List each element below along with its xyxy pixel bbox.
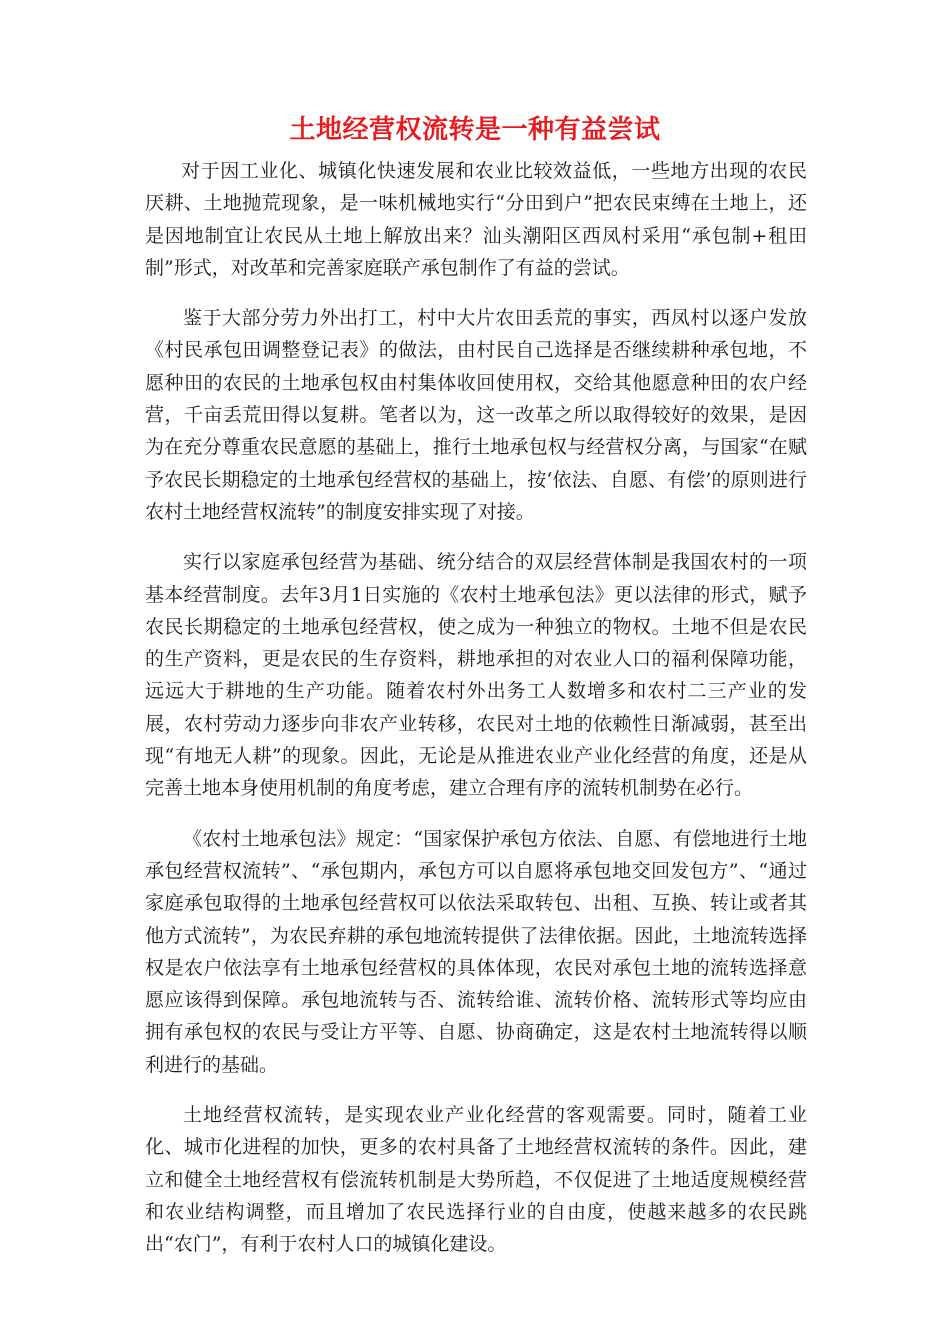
document-title: 土地经营权流转是一种有益尝试 <box>289 115 661 145</box>
paragraph-2: 鉴于大部分劳力外出打工，村中大片农田丢荒的事实，西凤村以逐户发放《村民承包田调整登记表》的做法，由村民自己选择是否继续耕种承包地，不愿种田的农民的土地承包权由村集体收回使用权，交给其他愿意种田的农户经营，千亩丢荒田得以复耕。笔者以为，这一改革之所以取得较好的效果，是因为在充分尊重农民意愿的基础上，推行土地承包权与经营权分离，与国家“在赋予农民长期稳定的土地承包经营权的基础上，按‘依法、自愿、有偿’的原则进行农村土地经营权流转”的制度安排实现了对接。 <box>145 307 807 523</box>
paragraph-5: 土地经营权流转，是实现农业产业化经营的客观需要。同时，随着工业化、城市化进程的加快，更多的农村具备了土地经营权流转的条件。因此，建立和健全土地经营权有偿流转机制是大势所趋，不仅促进了土地适度规模经营和农业结构调整，而且增加了农民选择行业的自由度，使越来越多的农民跳出“农门”，有利于农村人口的城镇化建设。 <box>145 1104 807 1256</box>
document-body <box>145 155 807 1261</box>
paragraph-4: 《农村土地承包法》规定：“国家保护承包方依法、自愿、有偿地进行土地承包经营权流转”、“承包期内，承包方可以自愿将承包地交回发包方”、“通过家庭承包取得的土地承包经营权可以依法采取转包、出租、互换、转让或者其他方式流转”，为农民弃耕的承包地流转提供了法律依据。因此，土地流转选择权是农户依法享有土地承包经营权的具体体现，农民对承包土地的流转选择意愿应该得到保障。承包地流转与否、流转给谁、流转价格、流转形式等均应由拥有承包权的农民与受让方平等、自愿、协商确定，这是农村土地流转得以顺利进行的基础。 <box>145 827 807 1076</box>
paragraph-3: 实行以家庭承包经营为基础、统分结合的双层经营体制是我国农村的一项基本经营制度。去年3月1日实施的《农村土地承包法》更以法律的形式，赋予农民长期稳定的土地承包经营权，使之成为一种独立的物权。土地不但是农民的生产资料，更是农民的生存资料，耕地承担的对农业人口的福利保障功能，远远大于耕地的生产功能。随着农村外出务工人数增多和农村二三产业的发展，农村劳动力逐步向非农产业转移，农民对土地的依赖性日渐减弱，甚至出现“有地无人耕”的现象。因此，无论是从推进农业产业化经营的角度，还是从完善土地本身使用机制的角度考虑，建立合理有序的流转机制势在必行。 <box>145 551 807 800</box>
paragraph-1: 对于因工业化、城镇化快速发展和农业比较效益低，一些地方出现的农民厌耕、土地抛荒现象，是一味机械地实行“分田到户”把农民束缚在土地上，还是因地制宜让农民从土地上解放出来？汕头潮阳区西凤村采用“承包制+租田制”形式，对改革和完善家庭联产承包制作了有益的尝试。 <box>145 160 807 279</box>
